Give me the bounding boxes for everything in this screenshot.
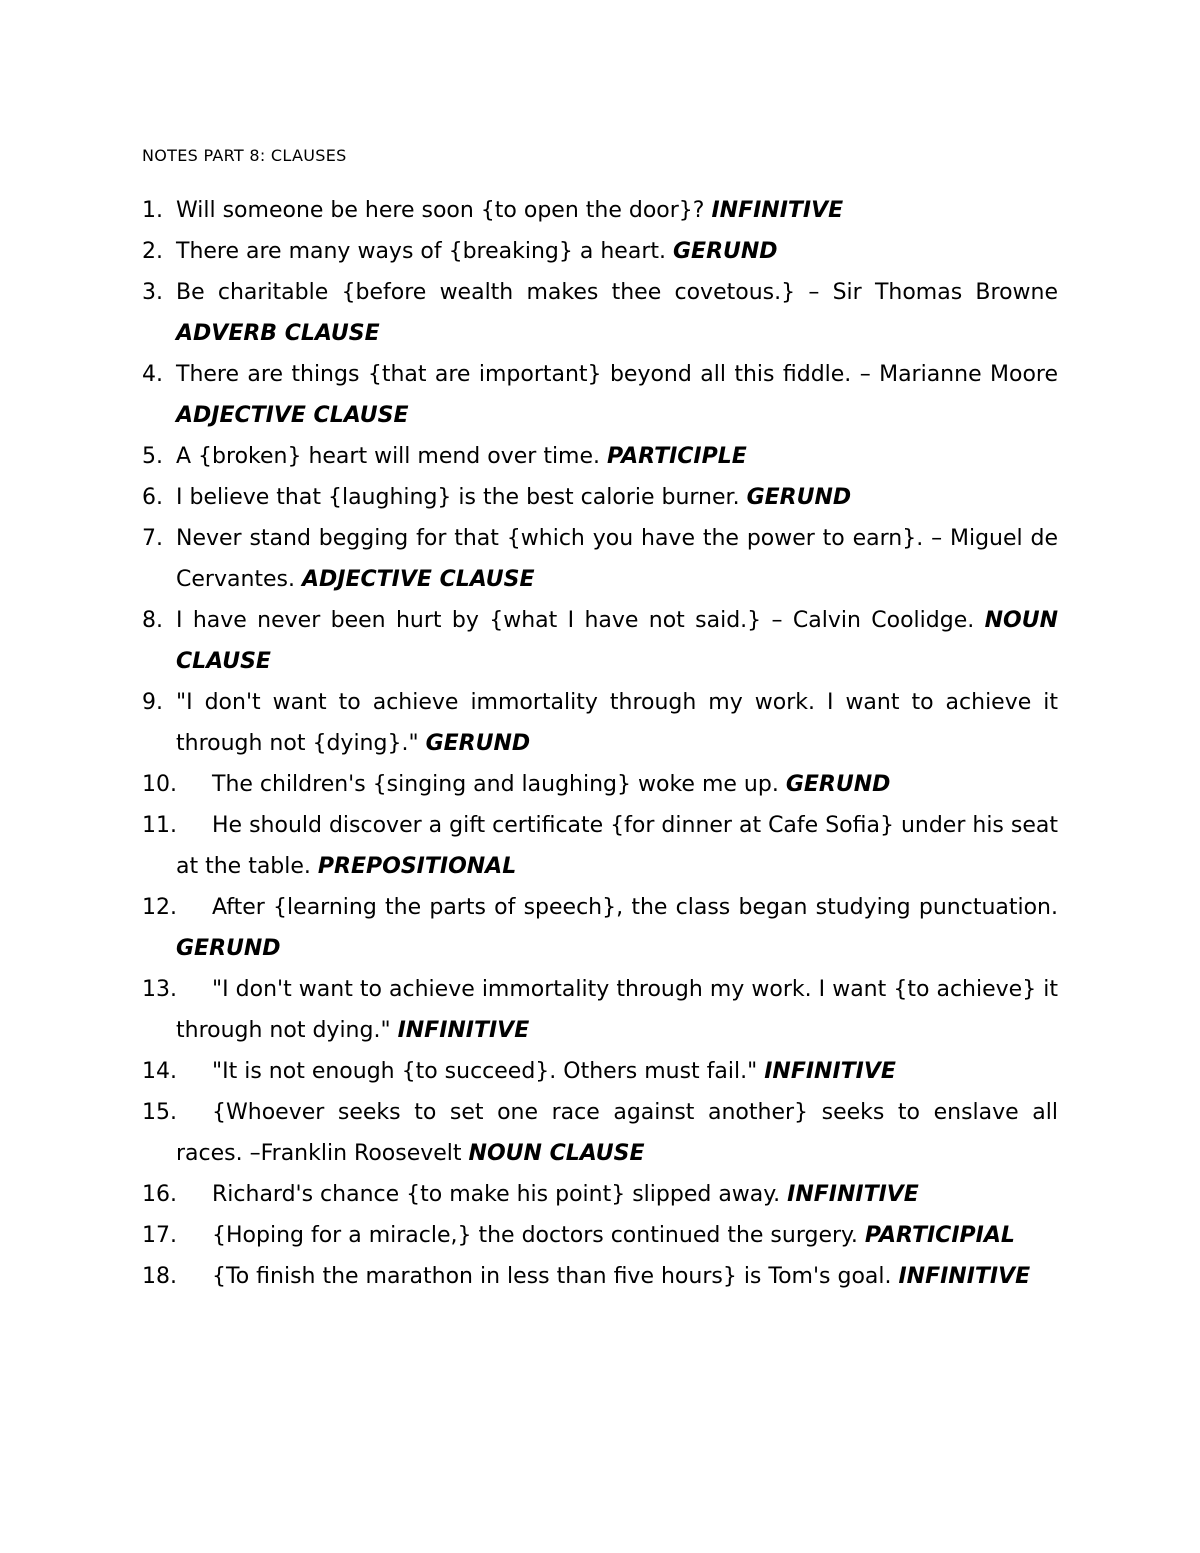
list-item [142, 805, 1058, 887]
list-item [142, 354, 1058, 436]
list-item [142, 436, 1058, 477]
item-content [176, 600, 1058, 682]
item-text: "It is not enough {to succeed}. Others must fail." [212, 1059, 758, 1084]
item-text: There are many ways of {breaking} a heart. [176, 239, 666, 264]
item-number: 16. [142, 1182, 177, 1207]
item-label: INFINITIVE [764, 1059, 896, 1084]
item-text: Richard's chance {to make his point} slipped away. [212, 1182, 781, 1207]
item-text: "I don't want to achieve immortality through my work. I want to achieve it through not {dying}." [176, 690, 1058, 756]
item-text: Be charitable {before wealth makes thee covetous.} – Sir Thomas Browne [176, 280, 1058, 305]
item-content [176, 1051, 1058, 1092]
item-text: {Whoever seeks to set one race against another} seeks to enslave all races. –Franklin Roosevelt [176, 1100, 1058, 1166]
item-label: NOUN CLAUSE [468, 1141, 645, 1166]
list-item [142, 190, 1058, 231]
item-content [176, 354, 1058, 436]
item-content [176, 231, 1058, 272]
item-label: INFINITIVE [787, 1182, 919, 1207]
item-content [176, 764, 1058, 805]
item-content [176, 436, 1058, 477]
item-text: "I don't want to achieve immortality through my work. I want {to achieve} it through not dying." [176, 977, 1058, 1043]
item-label: GERUND [746, 485, 852, 510]
item-number: 8. [142, 608, 163, 633]
item-label: INFINITIVE [711, 198, 844, 223]
item-label: INFINITIVE [397, 1018, 530, 1043]
item-text: I believe that {laughing} is the best calorie burner. [176, 485, 740, 510]
item-content [176, 1256, 1058, 1297]
item-label: PREPOSITIONAL [317, 854, 517, 879]
page-title: NOTES PART 8: CLAUSES [142, 146, 347, 165]
item-number: 13. [142, 977, 177, 1002]
item-text: Never stand begging for that {which you have the power to earn}. – Miguel de Cervantes. [176, 526, 1058, 592]
list-item [142, 477, 1058, 518]
item-number: 15. [142, 1100, 177, 1125]
list-item [142, 764, 1058, 805]
item-label: GERUND [176, 936, 281, 961]
item-text: After {learning the parts of speech}, the class began studying punctuation. [212, 895, 1058, 920]
item-label: INFINITIVE [898, 1264, 1031, 1289]
item-content [176, 518, 1058, 600]
list-item [142, 1256, 1058, 1297]
item-label: PARTICIPLE [607, 444, 747, 469]
item-number: 4. [142, 362, 163, 387]
item-label: NOUN CLAUSE [176, 608, 1058, 674]
list-item [142, 231, 1058, 272]
list-item [142, 1215, 1058, 1256]
item-content [176, 682, 1058, 764]
item-number: 7. [142, 526, 163, 551]
list-item [142, 600, 1058, 682]
item-number: 2. [142, 239, 163, 264]
item-label: ADVERB CLAUSE [176, 321, 380, 346]
item-content [176, 1092, 1058, 1174]
item-label: GERUND [672, 239, 778, 264]
list-item [142, 682, 1058, 764]
item-text: A {broken} heart will mend over time. [176, 444, 601, 469]
item-content [176, 805, 1058, 887]
item-number: 1. [142, 198, 163, 223]
item-number: 6. [142, 485, 163, 510]
list-item [142, 1092, 1058, 1174]
item-content [176, 1174, 1058, 1215]
list-item [142, 272, 1058, 354]
item-number: 17. [142, 1223, 177, 1248]
item-number: 3. [142, 280, 163, 305]
item-content [176, 969, 1058, 1051]
item-number: 5. [142, 444, 163, 469]
item-text: I have never been hurt by {what I have not said.} – Calvin Coolidge. [176, 608, 975, 633]
list-item [142, 1174, 1058, 1215]
item-number: 14. [142, 1059, 177, 1084]
item-number: 18. [142, 1264, 177, 1289]
item-text: The children's {singing and laughing} woke me up. [212, 772, 779, 797]
item-content [176, 1215, 1058, 1256]
item-content [176, 887, 1058, 969]
item-label: GERUND [425, 731, 531, 756]
item-content [176, 272, 1058, 354]
item-number: 12. [142, 895, 177, 920]
list-item [142, 887, 1058, 969]
item-label: PARTICIPIAL [864, 1223, 1015, 1248]
item-label: ADJECTIVE CLAUSE [176, 403, 409, 428]
item-label: GERUND [785, 772, 891, 797]
item-number: 10. [142, 772, 177, 797]
item-number: 11. [142, 813, 177, 838]
item-text: There are things {that are important} beyond all this fiddle. – Marianne Moore [176, 362, 1058, 387]
list-item [142, 969, 1058, 1051]
item-content [176, 190, 1058, 231]
list-item [142, 518, 1058, 600]
item-text: {Hoping for a miracle,} the doctors continued the surgery. [212, 1223, 858, 1248]
list-item [142, 1051, 1058, 1092]
item-text: He should discover a gift certificate {for dinner at Cafe Sofia} under his seat at the table. [176, 813, 1058, 879]
item-label: ADJECTIVE CLAUSE [302, 567, 535, 592]
item-number: 9. [142, 690, 163, 715]
clause-list [142, 190, 1058, 1297]
item-text: {To finish the marathon in less than five hours} is Tom's goal. [212, 1264, 892, 1289]
item-content [176, 477, 1058, 518]
item-text: Will someone be here soon {to open the door}? [176, 198, 705, 223]
